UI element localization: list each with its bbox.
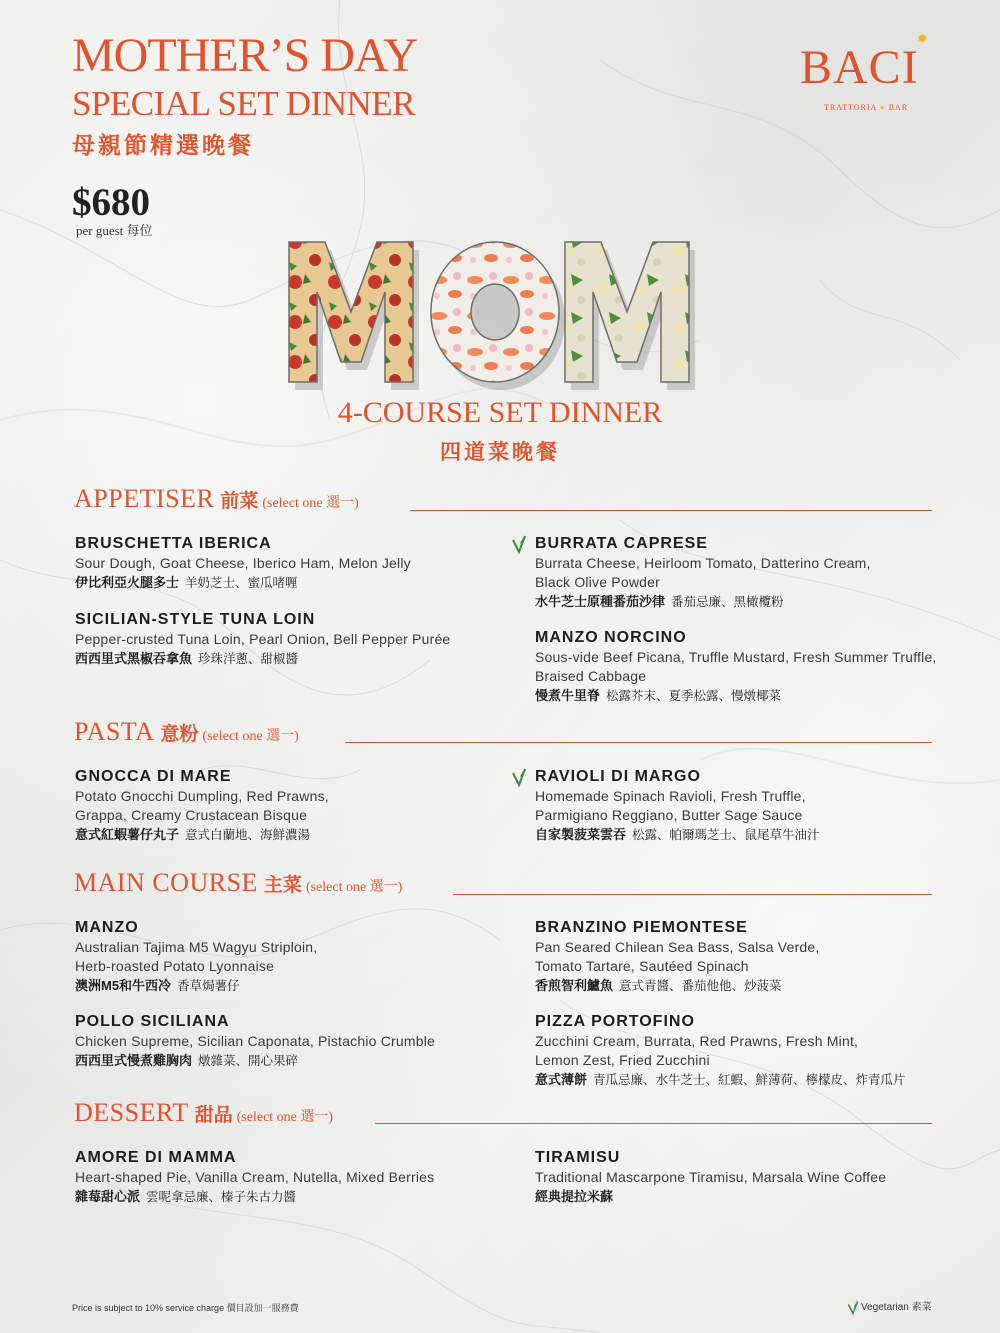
vegetarian-icon [511,767,527,787]
course-title-chinese: 四道菜晚餐 [440,441,560,464]
section-pasta: PASTA 意粉 (select one 選一) [74,717,299,746]
menu-item: SICILIAN-STYLE TUNA LOIN Pepper-crusted Tuna Loin, Pearl Onion, Bell Pepper Purée 西西里式黑椒吞拿魚 珍珠洋蔥、甜椒醬 [75,611,451,666]
menu-item: TIRAMISU Traditional Mascarpone Tiramisu, Marsala Wine Coffee 經典提拉米蘇 [535,1149,887,1204]
menu-item: GNOCCA DI MARE Potato Gnocchi Dumpling, Red Prawns, Grappa, Creamy Crustacean Bisque 意式紅蝦薯仔丸子 意式白蘭地、海鮮濃湯 [75,768,329,842]
section-divider [375,1123,932,1124]
menu-item: MANZO Australian Tajima M5 Wagyu Striploin, Herb-roasted Potato Lyonnaise 澳洲M5和牛西冷 香草焗薯仔 [75,919,318,993]
title-special-set-dinner: SPECIAL SET DINNER [72,84,415,123]
brand-subtitle: TRATTORIA ● BAR [824,103,909,112]
sun-icon: ✹ [917,31,928,46]
price: $680 [72,181,150,224]
mom-hero-letters [285,232,725,392]
menu-item: BURRATA CAPRESE Burrata Cheese, Heirloom Tomato, Datterino Cream, Black Olive Powder 水牛芝士原種番茄沙律 番茄忌廉、黑橄欖粉 [535,534,955,612]
menu-item: BRUSCHETTA IBERICA Sour Dough, Goat Cheese, Iberico Ham, Melon Jelly 伊比利亞火腿多士 羊奶芝士、蜜瓜啫喱 [75,535,411,590]
per-guest-label: per guest 每位 [76,223,153,238]
brand-logo: BACI [800,41,919,94]
vegetarian-legend: Vegetarian 素菜 [847,1298,932,1315]
section-dessert: DESSERT 甜品 (select one 選一) [74,1098,334,1127]
menu-item: PIZZA PORTOFINO Zucchini Cream, Burrata, Red Prawns, Fresh Mint, Lemon Zest, Fried Zucchini 意式薄餅 青瓜忌廉、水牛芝士、紅蝦、鮮薄荷、檸檬皮、炸青瓜片 [535,1013,906,1087]
menu-item: AMORE DI MAMMA Heart-shaped Pie, Vanilla Cream, Nutella, Mixed Berries 雜莓甜心派 雲呢拿忌廉、榛子朱古力醬 [75,1149,435,1204]
vegetarian-icon [847,1300,859,1315]
title-chinese: 母親節精選晚餐 [72,132,254,158]
menu-item: MANZO NORCINO Sous-vide Beef Picana, Truffle Mustard, Fresh Summer Truffle, Braised Cabbage 慢煮牛里脊 松露芥末、夏季松露、慢燉椰菜 [535,629,937,703]
service-charge-note: Price is subject to 10% service charge 價目設加一服務費 [72,1303,299,1313]
section-appetiser: APPETISER 前菜 (select one 選一) [74,484,359,513]
dot-icon: ● [879,103,886,112]
menu-item: BRANZINO PIEMONTESE Pan Seared Chilean Sea Bass, Salsa Verde, Tomato Tartare, Sautéed Spinach 香煎智利鱸魚 意式青醬、番茄他他、炒菠菜 [535,919,820,993]
title-mothers-day: MOTHER’S DAY [72,29,417,82]
section-main-course: MAIN COURSE 主菜 (select one 選一) [74,868,403,897]
course-title: 4-COURSE SET DINNER [337,396,663,429]
section-divider [410,510,932,511]
section-divider [345,742,932,743]
menu-item: POLLO SICILIANA Chicken Supreme, Sicilian Caponata, Pistachio Crumble 西西里式慢煮雞胸肉 燉雜菜、開心果碎 [75,1013,435,1068]
vegetarian-icon [511,534,527,554]
menu-item: RAVIOLI DI MARGO Homemade Spinach Ravioli, Fresh Truffle, Parmigiano Reggiano, Butter Sage Sauce 自家製菠菜雲吞 松露、帕爾瑪芝士、鼠尾草牛油汁 [535,767,955,845]
section-divider [453,894,932,895]
